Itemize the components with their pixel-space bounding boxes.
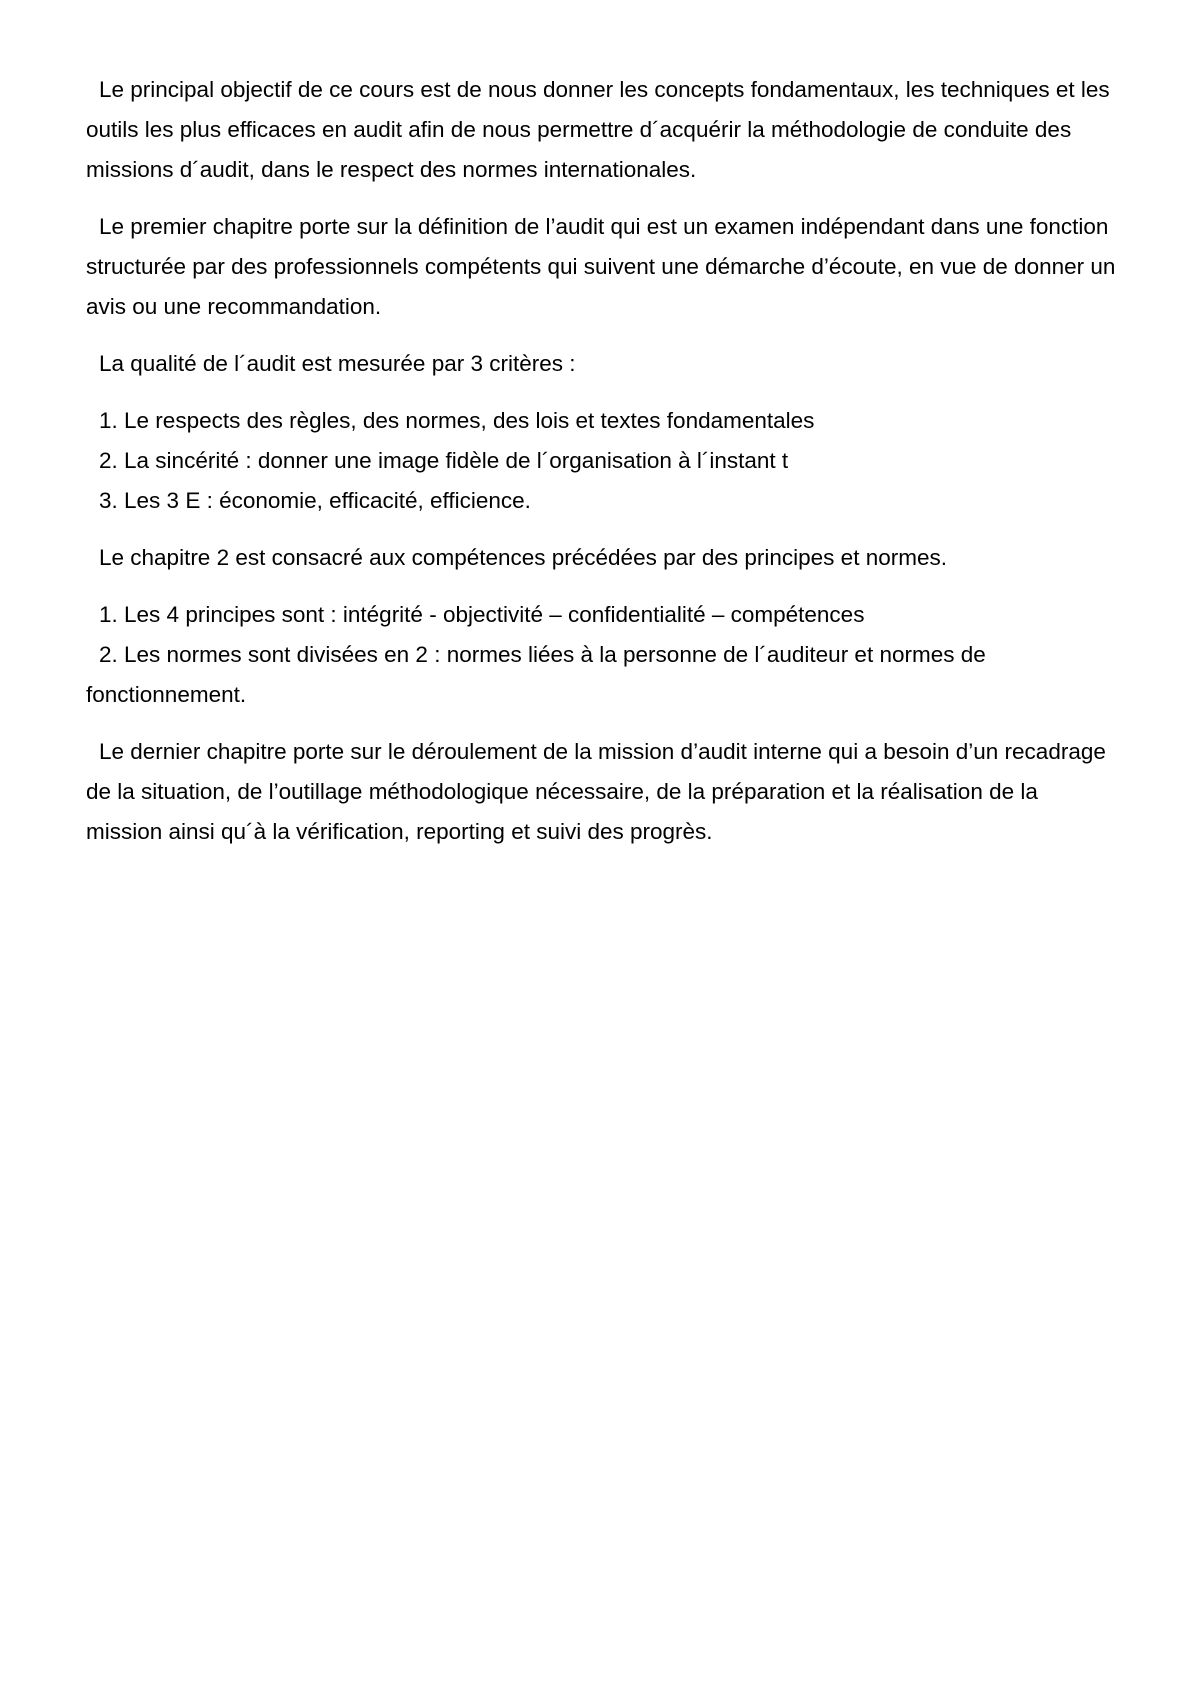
chapter2-list [86,595,1120,715]
list-number: 1. [99,408,118,433]
list-text: Les 3 E : économie, efficacité, efficience. [124,488,531,513]
list-text: La sincérité : donner une image fidèle de l´organisation à l´instant t [124,448,789,473]
list-number: 2. [99,642,118,667]
list-number: 2. [99,448,118,473]
list-item [86,441,1120,481]
list-number: 3. [99,488,118,513]
chapter3-paragraph: Le dernier chapitre porte sur le déroulement de la mission d’audit interne qui a besoin d’un recadrage de la situation, de l’outillage méthodologique nécessaire, de la préparation et la réalisation de la mission ainsi qu´à la vérification, reporting et suivi des progrès. [86,739,1106,844]
chapter1-paragraph: Le premier chapitre porte sur la définition de l’audit qui est un examen indépendant dans une fonction structurée par des professionnels compétents qui suivent une démarche d’écoute, en vue de donner un avis ou une recommandation. [86,214,1116,319]
list-text: Les 4 principes sont : intégrité - objectivité – confidentialité – compétences [124,602,865,627]
list-text: Les normes sont divisées en 2 : normes liées à la personne de l´auditeur et normes de fonctionnement. [86,642,986,707]
criteria-list [86,401,1120,521]
list-item [86,481,1120,521]
list-text: Le respects des règles, des normes, des lois et textes fondamentales [124,408,815,433]
chapter2-paragraph: Le chapitre 2 est consacré aux compétences précédées par des principes et normes. [99,545,947,570]
list-number: 1. [99,602,118,627]
list-item [86,401,1120,441]
list-item [86,595,1120,635]
list-item [86,635,1120,715]
quality-intro-paragraph: La qualité de l´audit est mesurée par 3 critères : [99,351,576,376]
intro-paragraph: Le principal objectif de ce cours est de nous donner les concepts fondamentaux, les techniques et les outils les plus efficaces en audit afin de nous permettre d´acquérir la méthodologie de conduite des missions d´audit, dans le respect des normes internationales. [86,77,1110,182]
